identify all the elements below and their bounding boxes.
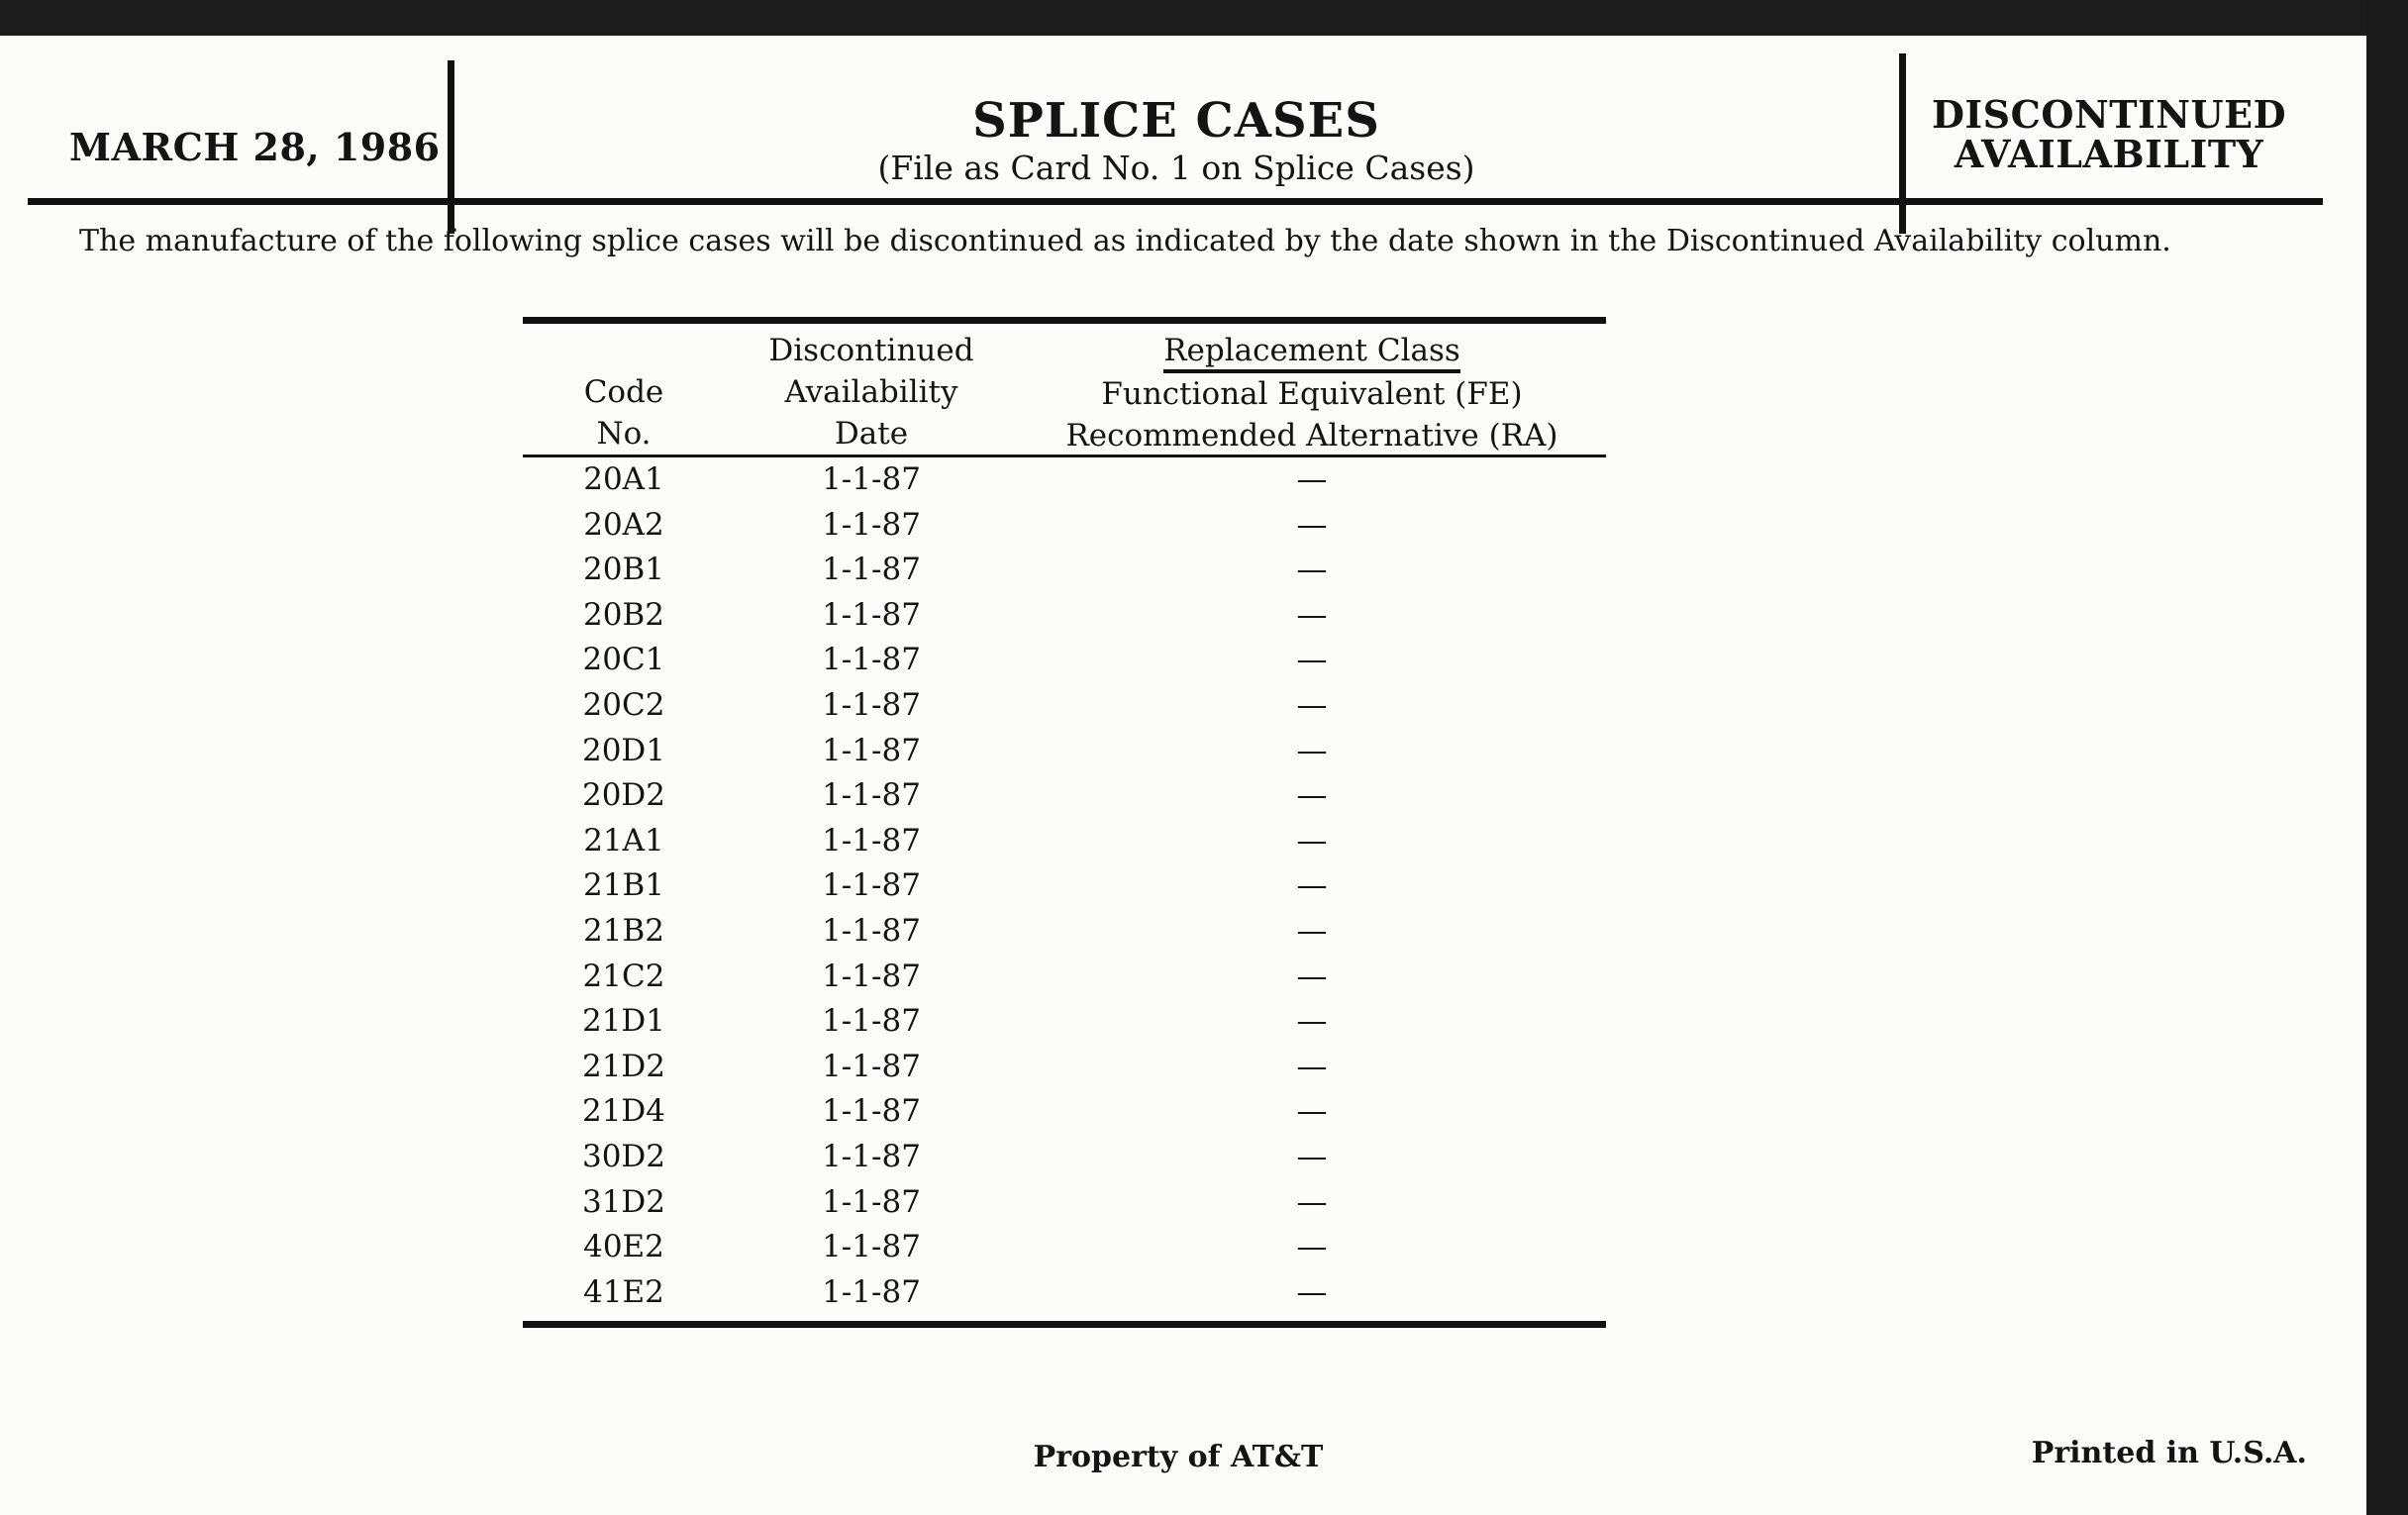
cell-code: 21B1 bbox=[583, 867, 664, 904]
table-row bbox=[523, 1045, 1606, 1090]
table-row bbox=[523, 1180, 1606, 1226]
cell-date: 1-1-87 bbox=[822, 461, 921, 497]
header-date-line2: Availability bbox=[784, 374, 958, 410]
table-row bbox=[523, 1270, 1606, 1316]
header-divider-left bbox=[448, 60, 454, 234]
header-code bbox=[523, 371, 725, 454]
cell-replacement: — bbox=[1296, 1229, 1328, 1265]
header-date bbox=[725, 330, 1018, 454]
cell-code: 20A2 bbox=[583, 506, 664, 543]
table-row bbox=[523, 955, 1606, 1000]
cell-date: 1-1-87 bbox=[822, 1229, 921, 1265]
status-label bbox=[1911, 92, 2307, 176]
cell-replacement: — bbox=[1296, 1273, 1328, 1310]
cell-replacement: — bbox=[1296, 552, 1328, 588]
cell-date: 1-1-87 bbox=[822, 552, 921, 588]
cell-replacement: — bbox=[1296, 777, 1328, 814]
cell-date: 1-1-87 bbox=[822, 1138, 921, 1174]
cell-date: 1-1-87 bbox=[822, 642, 921, 678]
table-row bbox=[523, 863, 1606, 909]
cell-code: 21D2 bbox=[581, 1048, 666, 1084]
cell-code: 20D2 bbox=[581, 777, 666, 814]
cell-replacement: — bbox=[1296, 461, 1328, 497]
header-code-line1: Code bbox=[583, 374, 664, 410]
cell-replacement: — bbox=[1296, 732, 1328, 768]
table-row bbox=[523, 593, 1606, 639]
table-row bbox=[523, 773, 1606, 819]
cell-date: 1-1-87 bbox=[822, 1093, 921, 1130]
table-top-rule bbox=[523, 317, 1606, 324]
cell-code: 20C1 bbox=[582, 642, 665, 678]
cell-date: 1-1-87 bbox=[822, 732, 921, 768]
document-page bbox=[0, 36, 2366, 1515]
table-row bbox=[523, 503, 1606, 549]
table-row bbox=[523, 683, 1606, 729]
cell-replacement: — bbox=[1296, 506, 1328, 543]
footer-property: Property of AT&T bbox=[1033, 1440, 1324, 1474]
table-row bbox=[523, 457, 1606, 503]
cell-date: 1-1-87 bbox=[822, 822, 921, 858]
cell-date: 1-1-87 bbox=[822, 912, 921, 949]
scan-edge-shadow bbox=[2366, 0, 2408, 1515]
cell-replacement: — bbox=[1296, 686, 1328, 723]
cell-replacement: — bbox=[1296, 596, 1328, 633]
cell-date: 1-1-87 bbox=[822, 867, 921, 904]
table-bottom-rule bbox=[523, 1321, 1606, 1328]
table-row bbox=[523, 819, 1606, 864]
header-replacement-line3: Recommended Alternative (RA) bbox=[1065, 418, 1558, 454]
intro-paragraph: The manufacture of the following splice cases will be discontinued as indicated by the date shown in the Discontinued Availability column. bbox=[79, 224, 2171, 258]
cell-code: 21A1 bbox=[583, 822, 664, 858]
cell-date: 1-1-87 bbox=[822, 958, 921, 994]
page-title: SPLICE CASES bbox=[972, 93, 1380, 149]
header-date-line1: Discontinued bbox=[768, 333, 974, 368]
cell-replacement: — bbox=[1296, 822, 1328, 858]
header-replacement-line1: Replacement Class bbox=[1163, 332, 1460, 373]
footer-printed: Printed in U.S.A. bbox=[2031, 1436, 2307, 1470]
table-row bbox=[523, 909, 1606, 955]
cell-replacement: — bbox=[1296, 1138, 1328, 1174]
cell-code: 21D4 bbox=[581, 1093, 666, 1130]
cell-replacement: — bbox=[1296, 1003, 1328, 1040]
splice-case-table bbox=[523, 317, 1606, 1328]
cell-date: 1-1-87 bbox=[822, 686, 921, 723]
cell-replacement: — bbox=[1296, 1183, 1328, 1220]
cell-code: 30D2 bbox=[581, 1138, 666, 1174]
header-replacement-line2: Functional Equivalent (FE) bbox=[1101, 376, 1523, 412]
cell-code: 20A1 bbox=[583, 461, 664, 497]
cell-date: 1-1-87 bbox=[822, 596, 921, 633]
cell-replacement: — bbox=[1296, 912, 1328, 949]
cell-code: 41E2 bbox=[583, 1273, 664, 1310]
header-replacement bbox=[1018, 330, 1606, 456]
cell-date: 1-1-87 bbox=[822, 777, 921, 814]
cell-code: 20C2 bbox=[582, 686, 665, 723]
cell-date: 1-1-87 bbox=[822, 506, 921, 543]
cell-code: 20D1 bbox=[581, 732, 666, 768]
cell-replacement: — bbox=[1296, 1093, 1328, 1130]
header-rule bbox=[28, 198, 2323, 205]
table-row bbox=[523, 729, 1606, 774]
cell-replacement: — bbox=[1296, 867, 1328, 904]
cell-replacement: — bbox=[1296, 1048, 1328, 1084]
cell-code: 20B1 bbox=[583, 552, 664, 588]
cell-code: 21D1 bbox=[581, 1003, 666, 1040]
table-row bbox=[523, 1225, 1606, 1270]
status-label-line1: DISCONTINUED bbox=[1931, 92, 2287, 137]
header-code-line2: No. bbox=[596, 416, 652, 452]
cell-code: 31D2 bbox=[581, 1183, 666, 1220]
header-date-line3: Date bbox=[834, 416, 909, 452]
cell-code: 20B2 bbox=[583, 596, 664, 633]
cell-code: 21B2 bbox=[583, 912, 664, 949]
cell-replacement: — bbox=[1296, 642, 1328, 678]
issue-date: MARCH 28, 1986 bbox=[69, 125, 441, 169]
cell-date: 1-1-87 bbox=[822, 1048, 921, 1084]
status-label-line2: AVAILABILITY bbox=[1954, 132, 2264, 176]
table-body bbox=[523, 457, 1606, 1315]
table-row bbox=[523, 638, 1606, 683]
cell-date: 1-1-87 bbox=[822, 1183, 921, 1220]
header-divider-right bbox=[1899, 53, 1906, 234]
cell-date: 1-1-87 bbox=[822, 1003, 921, 1040]
table-header bbox=[523, 324, 1606, 454]
cell-code: 21C2 bbox=[582, 958, 665, 994]
table-row bbox=[523, 1135, 1606, 1180]
cell-date: 1-1-87 bbox=[822, 1273, 921, 1310]
table-row bbox=[523, 1089, 1606, 1135]
cell-replacement: — bbox=[1296, 958, 1328, 994]
table-row bbox=[523, 999, 1606, 1045]
cell-code: 40E2 bbox=[583, 1229, 664, 1265]
page-subtitle: (File as Card No. 1 on Splice Cases) bbox=[877, 149, 1475, 187]
table-row bbox=[523, 548, 1606, 593]
header-title-block bbox=[455, 93, 1897, 188]
